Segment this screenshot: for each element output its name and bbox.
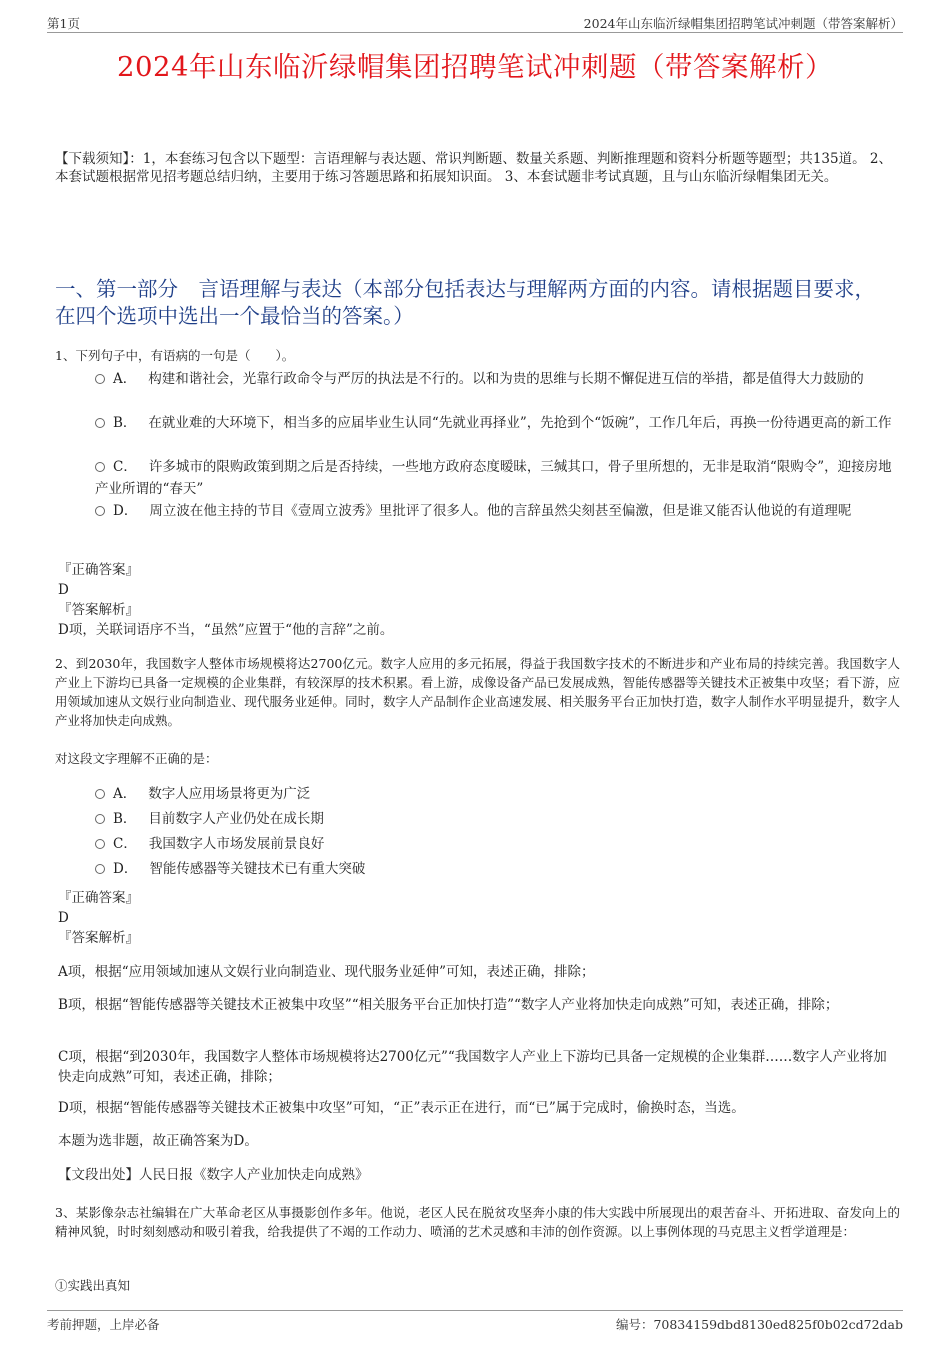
radio-icon[interactable] [95, 864, 105, 874]
download-notice: 【下载须知】：1，本套练习包含以下题型：言语理解与表达题、常识判断题、数量关系题、判断推理题和资料分析题等题型；共135道。 2、本套试题根据常见招考题总结归纳，主要用于练习答题思路和拓展知识面。 3、本套试题非考试真题，且与山东临沂绿帽集团无关。 [55, 151, 892, 185]
document-title: 2024年山东临沂绿帽集团招聘笔试冲刺题（带答案解析） [117, 51, 833, 83]
analysis-text: B项，根据“智能传感器等关键技术正被集中攻坚”“相关服务平台正加快打造”“数字人产业将加快走向成熟”可知，表述正确，排除； [58, 997, 839, 1013]
q2-option-b[interactable] [95, 808, 895, 830]
page-footer [47, 1310, 903, 1333]
footer-serial: 编号：70834159dbd8130ed825f0b02cd72dab [615, 1317, 903, 1332]
question-stem: 2、到2030年，我国数字人整体市场规模将达2700亿元。数字人应用的多元拓展，得益于我国数字技术的不断进步和产业布局的持续完善。我国数字人产业上下游均已具备一定规模的企业集群，有较深厚的技术积累。看上游，成像设备产品已发展成熟，智能传感器等关键技术正被集中攻坚；看下游，应用领域加速从文娱行业向制造业、现代服务业延伸。同时，数字人产品制作企业高速发展、相关服务平台正加快打造，数字人制作水平明显提升，数字人产业将加快走向成熟。 [55, 656, 900, 728]
q2-conclusion [58, 1131, 900, 1151]
header-doc-title: 2024年山东临沂绿帽集团招聘笔试冲刺题（带答案解析） [583, 16, 903, 31]
option-text: 许多城市的限购政策到期之后是否持续，一些地方政府态度暧昧，三缄其口，骨子里所想的，无非是取消“限购令”，迎接房地产业所谓的“春天” [95, 459, 892, 497]
analysis-text: D项，根据“智能传感器等关键技术正被集中攻坚”可知，“正”表示正在进行，而“已”属于完成时，偷换时态，当选。 [58, 1100, 745, 1116]
analysis-text: A项，根据“应用领域加速从文娱行业向制造业、现代服务业延伸”可知，表述正确，排除； [58, 964, 595, 980]
radio-icon[interactable] [95, 839, 105, 849]
radio-icon[interactable] [95, 462, 105, 472]
analysis-label: 『答案解析』 [58, 930, 139, 946]
option-label: A． [113, 786, 137, 802]
answer-label: 『正确答案』 [58, 562, 139, 578]
question-2-stem [55, 654, 900, 730]
option-text: 我国数字人市场发展前景良好 [148, 836, 325, 852]
q2-option-a[interactable] [95, 783, 895, 805]
q2-analysis-c [58, 1047, 900, 1087]
section-title: 一、第一部分 言语理解与表达（本部分包括表达与理解两方面的内容。请根据题目要求，在四个选项中选出一个最恰当的答案。） [55, 277, 875, 328]
q2-option-d[interactable] [95, 858, 895, 880]
q1-option-c[interactable] [95, 456, 895, 500]
q2-analysis-b [58, 995, 900, 1015]
question-2-prompt [55, 749, 900, 768]
q2-analysis-d [58, 1098, 900, 1118]
question-1-stem [55, 346, 900, 365]
q2-analysis-a [58, 962, 900, 982]
answer-value: D [58, 582, 69, 598]
radio-icon[interactable] [95, 506, 105, 516]
analysis-text: C项，根据“到2030年，我国数字人整体市场规模将达2700亿元”“我国数字人产业上下游均已具备一定规模的企业集群……数字人产业将加快走向成熟”可知，表述正确，排除； [58, 1049, 887, 1085]
option-label: C． [113, 459, 137, 475]
q2-option-c[interactable] [95, 833, 895, 855]
answer-value: D [58, 910, 69, 926]
radio-icon[interactable] [95, 789, 105, 799]
question-3-stem [55, 1203, 900, 1241]
option-label: A． [113, 371, 137, 387]
option-label: D． [113, 503, 138, 519]
analysis-text: D项，关联词语序不当，“虽然”应置于“他的言辞”之前。 [58, 622, 394, 638]
question-prompt: 对这段文字理解不正确的是： [55, 751, 218, 766]
option-label: B． [113, 415, 137, 431]
footer-slogan: 考前押题，上岸必备 [47, 1317, 160, 1332]
question-stem: 1、下列句子中，有语病的一句是（ ）。 [55, 348, 295, 363]
option-label: C． [113, 836, 137, 852]
option-label: D． [113, 861, 138, 877]
radio-icon[interactable] [95, 418, 105, 428]
q1-option-b[interactable] [95, 412, 895, 434]
page-number: 第1页 [47, 16, 80, 31]
page-header [47, 12, 903, 33]
radio-icon[interactable] [95, 374, 105, 384]
analysis-text: 本题为选非题，故正确答案为D。 [58, 1133, 258, 1149]
question-stem: 3、某影像杂志社编辑在广大革命老区从事摄影创作多年。他说，老区人民在脱贫攻坚奔小康的伟大实践中所展现出的艰苦奋斗、开拓进取、奋发向上的精神风貌，时时刻刻感动和吸引着我，给我提供了不竭的工作动力、喷涌的艺术灵感和丰沛的创作资源。以上事例体现的马克思主义哲学道理是： [55, 1205, 900, 1239]
statement-item: ①实践出真知 [55, 1278, 131, 1293]
q1-answer-block [58, 560, 900, 640]
question-3-item-1 [55, 1276, 900, 1295]
option-label: B． [113, 811, 137, 827]
option-text: 目前数字人产业仍处在成长期 [148, 811, 324, 827]
radio-icon[interactable] [95, 814, 105, 824]
option-text: 数字人应用场景将更为广泛 [148, 786, 311, 802]
q2-source [58, 1165, 900, 1185]
analysis-label: 『答案解析』 [58, 602, 139, 618]
option-text: 在就业难的大环境下，相当多的应届毕业生认同“先就业再择业”，先抢到个“饭碗”，工作几年后，再换一份待遇更高的新工作 [148, 415, 892, 431]
q2-answer-block [58, 888, 900, 948]
q1-option-a[interactable] [95, 368, 895, 390]
option-text: 周立波在他主持的节目《壹周立波秀》里批评了很多人。他的言辞虽然尖刻甚至偏激，但是谁又能否认他说的有道理呢 [149, 503, 852, 519]
option-text: 智能传感器等关键技术已有重大突破 [149, 861, 366, 877]
source-text: 【文段出处】人民日报《数字人产业加快走向成熟》 [58, 1167, 369, 1183]
answer-label: 『正确答案』 [58, 890, 139, 906]
option-text: 构建和谐社会，光靠行政命令与严厉的执法是不行的。以和为贵的思维与长期不懈促进互信的举措，都是值得大力鼓励的 [148, 371, 864, 387]
q1-option-d[interactable] [95, 500, 895, 522]
